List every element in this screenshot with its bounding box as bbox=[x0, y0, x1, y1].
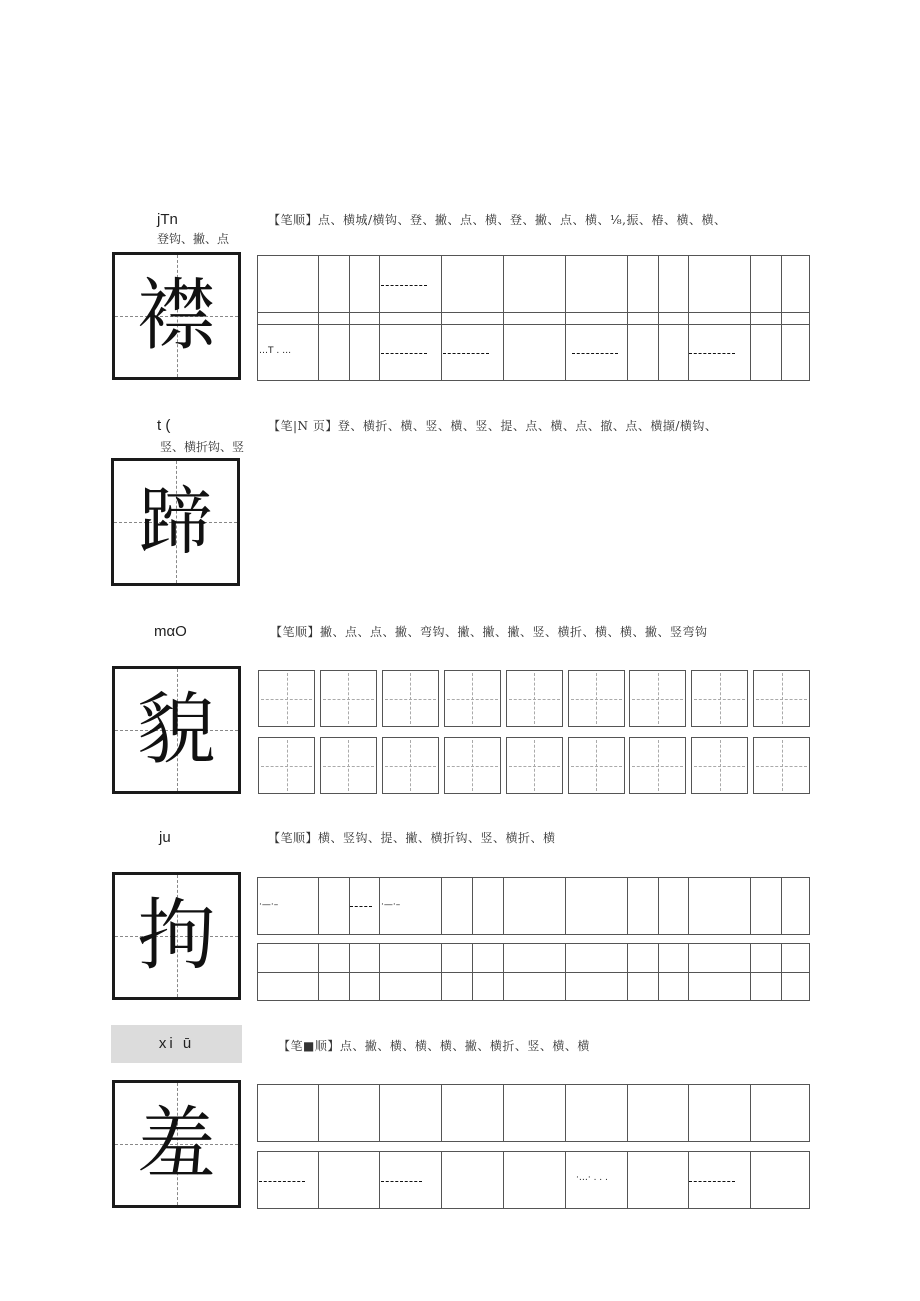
scan-noise: ·…· . . . bbox=[576, 1173, 608, 1183]
practice-grid bbox=[257, 943, 810, 1001]
scan-noise: ·—·– bbox=[259, 900, 279, 910]
pinyin-label: jTn bbox=[157, 211, 178, 228]
practice-grid bbox=[257, 1151, 810, 1209]
pinyin-label: ju bbox=[159, 829, 171, 846]
tian-practice-square bbox=[444, 737, 501, 794]
stroke-order-continued: 登钩、撇、点 bbox=[157, 232, 230, 246]
model-character: 拘 bbox=[137, 891, 216, 981]
stroke-order-text: 【笔|N 页】登、横折、横、竖、横、竖、提、点、横、点、撤、点、横撷/横钩、 bbox=[268, 419, 718, 433]
stroke-order-text: 【笔顺】点、横城/横钩、登、撇、点、横、登、撇、点、横、⅛,振、椿、横、横、 bbox=[268, 213, 727, 227]
stroke-order-text: 【笔■顺】点、撇、横、横、横、撇、横折、竖、横、横 bbox=[278, 1039, 590, 1053]
stroke-order-text: 【笔顺】撇、点、点、撇、弯钩、撇、撇、撇、竖、横折、横、横、撇、竖弯钩 bbox=[270, 625, 708, 639]
model-character: 襟 bbox=[137, 271, 216, 361]
pinyin-label: t ( bbox=[157, 417, 171, 434]
dash-mark bbox=[443, 353, 489, 354]
tian-practice-square bbox=[753, 737, 810, 794]
scan-noise: ·—·– bbox=[381, 900, 401, 910]
model-character: 貌 bbox=[137, 685, 216, 775]
dash-mark bbox=[381, 285, 427, 286]
dash-mark bbox=[381, 1181, 422, 1182]
dash-mark bbox=[572, 353, 618, 354]
model-character: 羞 bbox=[137, 1099, 216, 1189]
tian-practice-square bbox=[320, 670, 377, 727]
tian-practice-square bbox=[691, 737, 748, 794]
pinyin-label: xi ū bbox=[111, 1025, 242, 1063]
pinyin-label: mαO bbox=[154, 623, 187, 640]
dash-mark bbox=[381, 353, 427, 354]
tian-practice-square bbox=[382, 737, 439, 794]
tian-practice-square bbox=[258, 670, 315, 727]
tian-practice-square bbox=[629, 737, 686, 794]
model-character: 蹄 bbox=[138, 479, 213, 565]
scan-noise: …T . … bbox=[259, 346, 292, 356]
dash-mark bbox=[350, 906, 372, 907]
tian-practice-square bbox=[506, 737, 563, 794]
tian-practice-square bbox=[444, 670, 501, 727]
tian-practice-square bbox=[320, 737, 377, 794]
tian-practice-square bbox=[568, 670, 625, 727]
tian-practice-square bbox=[629, 670, 686, 727]
stroke-order-continued: 竖、横折钩、竖 bbox=[160, 440, 245, 454]
tian-practice-square bbox=[382, 670, 439, 727]
dash-mark bbox=[259, 1181, 305, 1182]
tian-practice-square bbox=[753, 670, 810, 727]
dash-mark bbox=[689, 1181, 735, 1182]
tian-practice-square bbox=[568, 737, 625, 794]
stroke-order-text: 【笔顺】横、竖钩、提、撇、横折钩、竖、横折、横 bbox=[268, 831, 556, 845]
character-model-box bbox=[112, 252, 241, 380]
character-model-box bbox=[112, 666, 241, 794]
dash-mark bbox=[689, 353, 735, 354]
tian-practice-square bbox=[258, 737, 315, 794]
practice-grid bbox=[257, 255, 810, 381]
tian-practice-square bbox=[691, 670, 748, 727]
practice-grid bbox=[257, 877, 810, 935]
character-model-box bbox=[112, 1080, 241, 1208]
tian-practice-square bbox=[506, 670, 563, 727]
character-model-box bbox=[112, 872, 241, 1000]
practice-grid bbox=[257, 1084, 810, 1142]
character-model-box bbox=[111, 458, 240, 586]
